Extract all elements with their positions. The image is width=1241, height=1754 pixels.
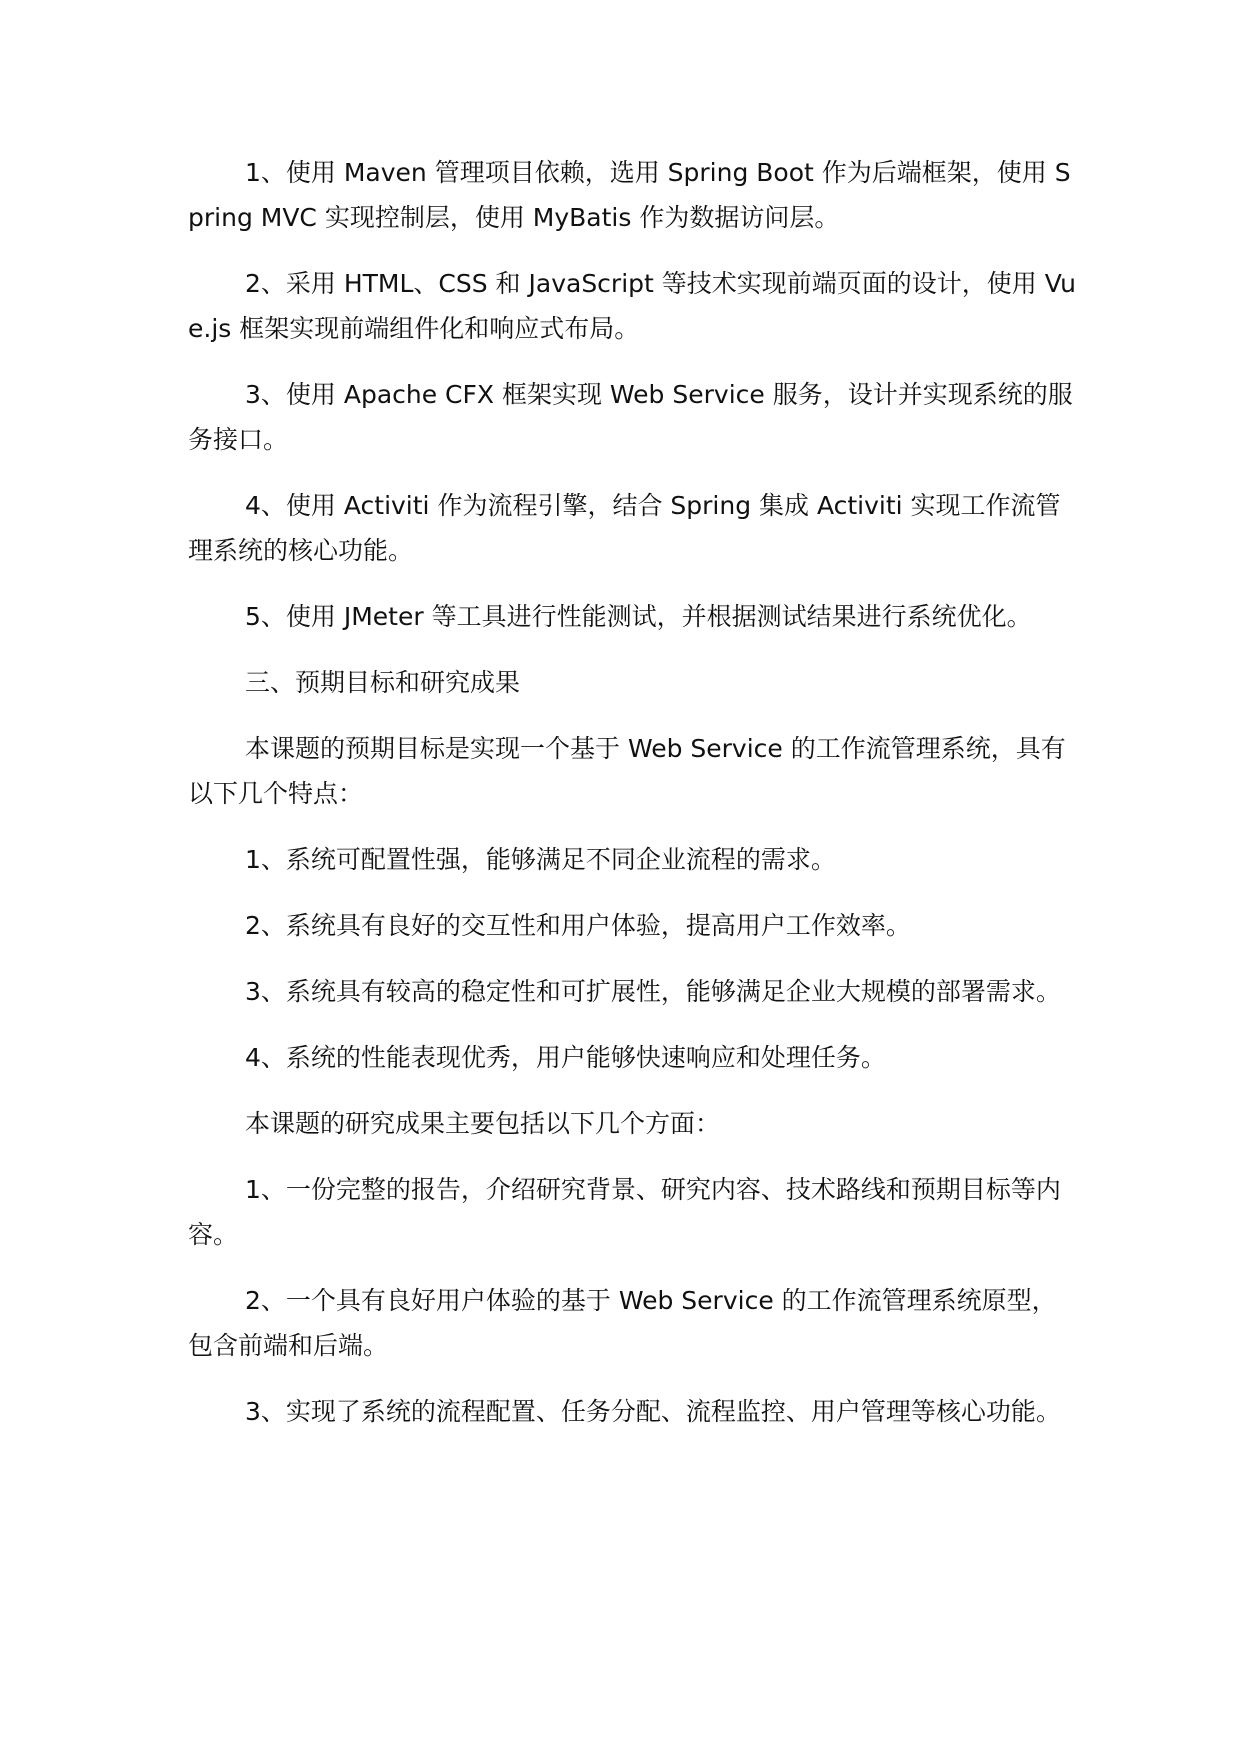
paragraph-tech-activiti: 4、使用 Activiti 作为流程引擎，结合 Spring 集成 Activiti 实现工作流管理系统的核心功能。 bbox=[188, 491, 1061, 565]
section-heading-goals: 三、预期目标和研究成果 bbox=[245, 668, 521, 697]
paragraph-feature-ux: 2、系统具有良好的交互性和用户体验，提高用户工作效率。 bbox=[245, 911, 911, 940]
paragraph-result-prototype: 2、一个具有良好用户体验的基于 Web Service 的工作流管理系统原型，包含前端和后端。 bbox=[188, 1286, 1057, 1360]
paragraph-result-functions: 3、实现了系统的流程配置、任务分配、流程监控、用户管理等核心功能。 bbox=[245, 1397, 1061, 1426]
paragraph-goal-intro: 本课题的预期目标是实现一个基于 Web Service 的工作流管理系统，具有以下几个特点： bbox=[188, 734, 1066, 808]
paragraph-tech-jmeter: 5、使用 JMeter 等工具进行性能测试，并根据测试结果进行系统优化。 bbox=[245, 602, 1032, 631]
paragraph-feature-stability: 3、系统具有较高的稳定性和可扩展性，能够满足企业大规模的部署需求。 bbox=[245, 977, 1061, 1006]
paragraph-result-report: 1、一份完整的报告，介绍研究背景、研究内容、技术路线和预期目标等内容。 bbox=[188, 1175, 1061, 1249]
paragraph-tech-frontend: 2、采用 HTML、CSS 和 JavaScript 等技术实现前端页面的设计，使用 Vue.js 框架实现前端组件化和响应式布局。 bbox=[188, 269, 1076, 343]
paragraph-feature-performance: 4、系统的性能表现优秀，用户能够快速响应和处理任务。 bbox=[245, 1043, 886, 1072]
paragraph-tech-maven: 1、使用 Maven 管理项目依赖，选用 Spring Boot 作为后端框架，使用 Spring MVC 实现控制层，使用 MyBatis 作为数据访问层。 bbox=[188, 158, 1071, 232]
paragraph-results-intro: 本课题的研究成果主要包括以下几个方面： bbox=[245, 1109, 721, 1138]
paragraph-feature-configurable: 1、系统可配置性强，能够满足不同企业流程的需求。 bbox=[245, 845, 836, 874]
paragraph-tech-webservice: 3、使用 Apache CFX 框架实现 Web Service 服务，设计并实现系统的服务接口。 bbox=[188, 380, 1073, 454]
